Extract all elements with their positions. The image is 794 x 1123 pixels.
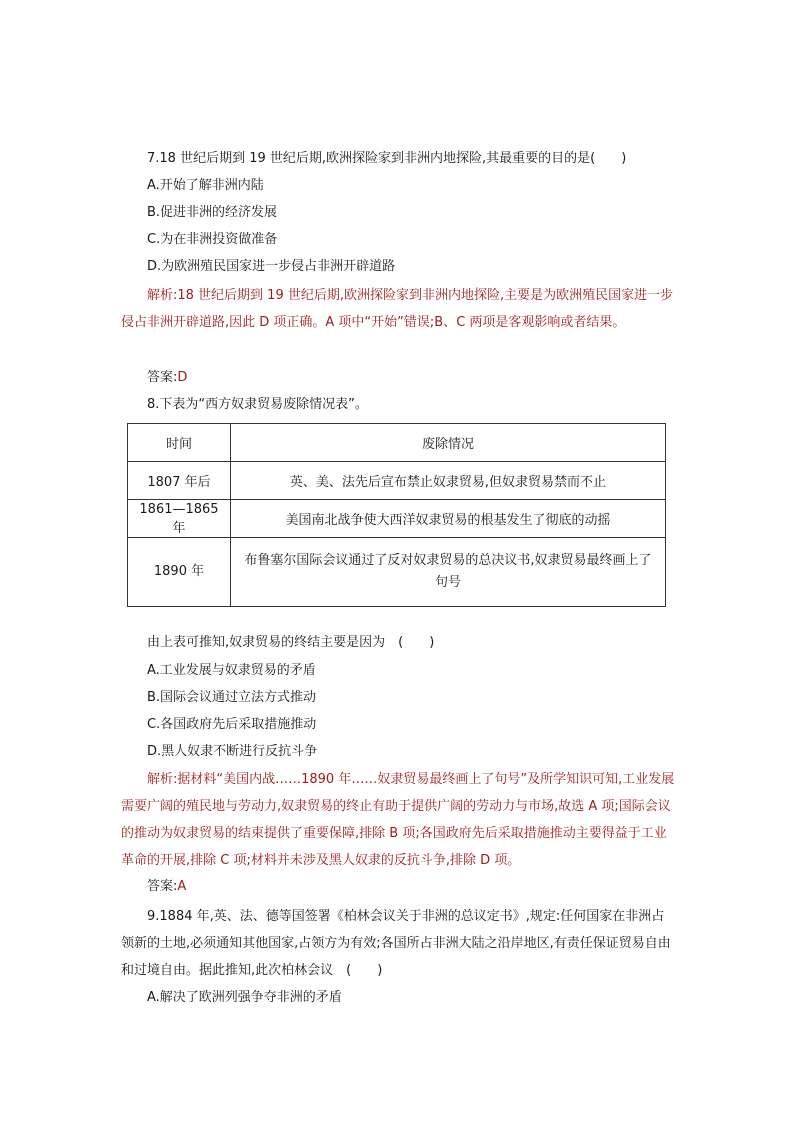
table-cell-status: 美国南北战争使大西洋奴隶贸易的根基发生了彻底的动摇 xyxy=(231,500,666,538)
q7-option-a: A.开始了解非洲内陆 xyxy=(147,178,264,193)
table-cell-time: 1861—1865 年 xyxy=(128,500,231,538)
q8-option-d: D.黑人奴隶不断进行反抗斗争 xyxy=(147,744,318,759)
table-row xyxy=(128,538,666,607)
q8-answer-value: A xyxy=(177,879,187,894)
table-cell-time: 1807 年后 xyxy=(128,462,231,500)
q9-stem: 9.1884 年,英、法、德等国签署《柏林会议关于非洲的总议定书》,规定:任何国家在非洲占领新的土地,必须通知其他国家,占领方为有效;各国所占非洲大陆之沿岸地区,有责任保证贸易自由和过境自由。据此推知,此次柏林会议 ( ) xyxy=(121,909,671,978)
table-row xyxy=(128,462,666,500)
q8-option-b: B.国际会议通过立法方式推动 xyxy=(147,690,317,705)
table-header-row xyxy=(128,424,666,462)
q9-option-a: A.解决了欧洲列强争夺非洲的矛盾 xyxy=(147,990,342,1005)
q8-option-a: A.工业发展与奴隶贸易的矛盾 xyxy=(147,663,316,678)
table-cell-status: 英、美、法先后宣布禁止奴隶贸易,但奴隶贸易禁而不止 xyxy=(231,462,666,500)
q8-analysis: 解析:据材料“美国内战……1890 年……奴隶贸易最终画上了句号”及所学知识可知,工业发展需要广阔的殖民地与劳动力,奴隶贸易的终止有助于提供广阔的劳动力与市场,故选 A 项;国际会议的推动为奴隶贸易的结束提供了重要保障,排除 B 项;各国政府先后采取措施推动主要得益于工业革命的开展,排除 C 项;材料并未涉及黑人奴隶的反抗斗争,排除 D 项。 xyxy=(121,772,675,868)
q7-option-b: B.促进非洲的经济发展 xyxy=(147,205,278,220)
slave-trade-table xyxy=(127,423,666,607)
table-header-time: 时间 xyxy=(128,424,231,462)
table-row xyxy=(128,500,666,538)
q7-option-d: D.为欧洲殖民国家进一步侵占非洲开辟道路 xyxy=(147,259,396,274)
q7-analysis: 解析:18 世纪后期到 19 世纪后期,欧洲探险家到非洲内地探险,主要是为欧洲殖民国家进一步侵占非洲开辟道路,因此 D 项正确。A 项中“开始”错误;B、C 两项是客观影响或者结果。 xyxy=(121,288,674,330)
q8-question: 由上表可推知,奴隶贸易的终结主要是因为 ( ) xyxy=(147,635,435,650)
q7-answer xyxy=(147,369,187,387)
q8-stem: 8.下表为“西方奴隶贸易废除情况表”。 xyxy=(147,397,368,412)
q7-answer-value: D xyxy=(177,370,188,385)
q7-stem: 7.18 世纪后期到 19 世纪后期,欧洲探险家到非洲内地探险,其最重要的目的是( ) xyxy=(147,151,627,166)
table-cell-time: 1890 年 xyxy=(128,538,231,607)
q8-answer-label: 答案: xyxy=(147,879,178,894)
table-header-status: 废除情况 xyxy=(231,424,666,462)
q7-option-c: C.为在非洲投资做准备 xyxy=(147,232,278,247)
q8-answer xyxy=(147,878,186,896)
q7-answer-label: 答案: xyxy=(147,370,178,385)
table-cell-status: 布鲁塞尔国际会议通过了反对奴隶贸易的总决议书,奴隶贸易最终画上了句号 xyxy=(231,538,666,607)
q8-option-c: C.各国政府先后采取措施推动 xyxy=(147,717,317,732)
